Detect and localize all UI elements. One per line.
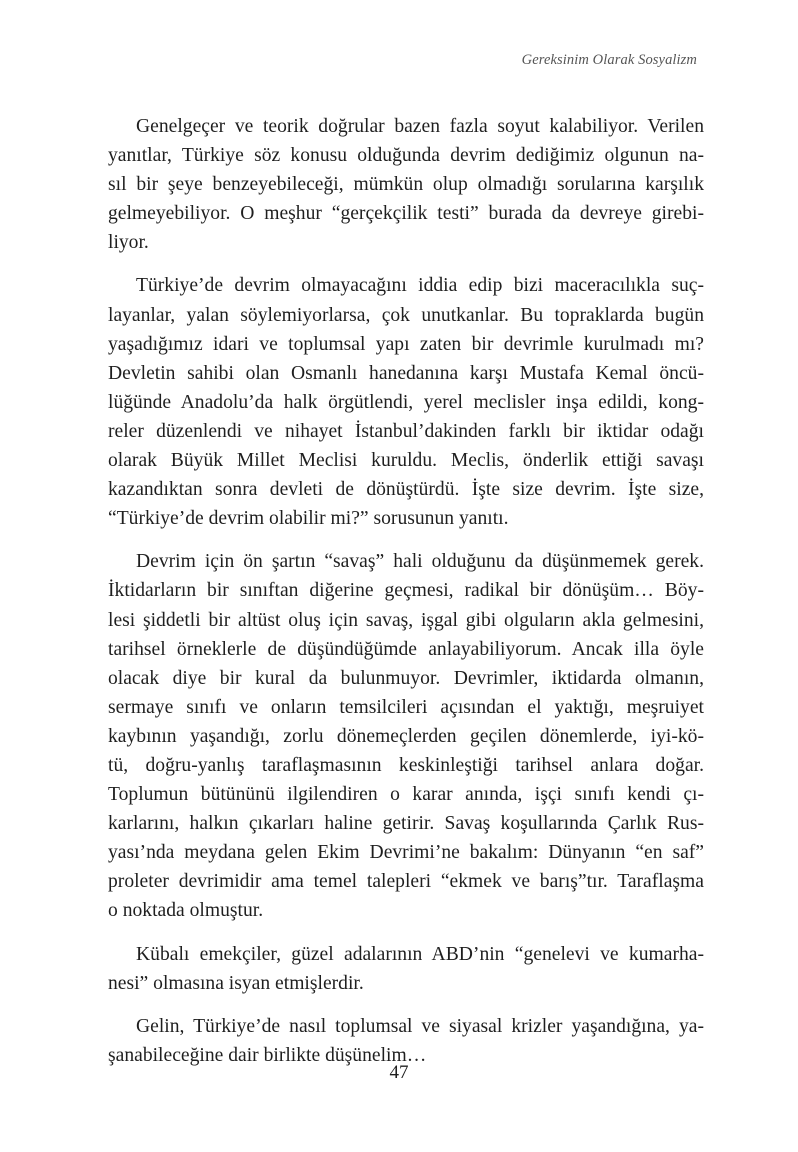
text-line: şanabileceğine dair birlikte düşünelim… <box>108 1044 427 1066</box>
text-line: reler düzenlendi ve nihayet İstanbul’dakinden farklı bir iktidar odağı <box>108 420 704 442</box>
text-line: Genelgeçer ve teorik doğrular bazen fazla soyut kalabiliyor. Verilen <box>136 116 704 137</box>
body-text <box>108 112 704 1084</box>
text-line: Toplumun bütününü ilgilendiren o karar anında, işçi sınıfı kendi çı- <box>108 784 704 806</box>
text-line: nesi” olmasına isyan etmişlerdir. <box>108 972 364 994</box>
paragraph <box>108 271 704 533</box>
text-line: olacak diye bir kural da bulunmuyor. Devrimler, iktidarda olmanın, <box>108 667 704 689</box>
paragraph <box>108 112 704 257</box>
text-line: o noktada olmuştur. <box>108 900 264 922</box>
text-line: yası’nda meydana gelen Ekim Devrimi’ne bakalım: Dünyanın “en saf” <box>108 842 704 864</box>
text-line: tü, doğru-yanlış taraflaşmasının keskinleştiği tarihsel anlara doğar. <box>108 754 704 776</box>
text-line: Devletin sahibi olan Osmanlı hanedanına karşı Mustafa Kemal öncü- <box>108 362 704 384</box>
text-line: kazandıktan sonra devleti de dönüştürdü. İşte size devrim. İşte size, <box>108 479 704 501</box>
text-line: lesi şiddetli bir altüst oluş için savaş, işgal gibi olguların akla gelmesini, <box>108 609 704 631</box>
text-line: olarak Büyük Millet Meclisi kuruldu. Meclis, önderlik ettiği savaşı <box>108 450 704 472</box>
text-line: Gelin, Türkiye’de nasıl toplumsal ve siyasal krizler yaşandığına, ya- <box>136 1015 704 1037</box>
text-line: tarihsel örneklerle de düşündüğümde anlayabiliyorum. Ancak illa öyle <box>108 638 704 660</box>
text-line: kaybının yaşandığı, zorlu dönemeçlerden geçilen dönemlerde, iyi-kö- <box>108 725 704 747</box>
text-line: İktidarların bir sınıftan diğerine geçmesi, radikal bir dönüşüm… Böy- <box>108 580 704 602</box>
paragraph <box>108 940 704 998</box>
text-line: layanlar, yalan söylemiyorlarsa, çok unutkanlar. Bu topraklarda bugün <box>108 304 704 326</box>
page-number: 47 <box>389 1062 409 1083</box>
text-line: Kübalı emekçiler, güzel adalarının ABD’nin “genelevi ve kumarha- <box>136 943 704 965</box>
text-line: “Türkiye’de devrim olabilir mi?” sorusunun yanıtı. <box>108 508 509 530</box>
text-line: yaşadığımız idari ve toplumsal yapı zaten bir devrimle kurulmadı mı? <box>108 333 704 355</box>
text-line: sermaye sınıfı ve onların temsilcileri açısından el yaktığı, meşruiyet <box>108 696 704 718</box>
text-line: karlarını, halkın çıkarları haline getirir. Savaş koşullarında Çarlık Rus- <box>108 813 704 835</box>
running-header: Gereksinim Olarak Sosyalizm <box>521 52 697 68</box>
text-line: liyor. <box>108 232 149 254</box>
text-line: Devrim için ön şartın “savaş” hali olduğunu da düşünmemek gerek. <box>136 551 704 573</box>
text-line: Türkiye’de devrim olmayacağını iddia edip bizi maceracılıkla suç- <box>136 275 704 297</box>
text-line: proleter devrimidir ama temel talepleri “ekmek ve barış”tır. Taraflaşma <box>108 871 704 893</box>
paragraph <box>108 547 704 925</box>
text-line: yanıtlar, Türkiye söz konusu olduğunda devrim dediğimiz olgunun na- <box>108 145 704 167</box>
text-line: sıl bir şeye benzeyebileceği, mümkün olup olmadığı sorularına karşılık <box>108 174 704 196</box>
text-line: gelmeyebiliyor. O meşhur “gerçekçilik testi” burada da devreye girebi- <box>108 203 704 225</box>
text-line: lüğünde Anadolu’da halk örgütlendi, yerel meclisler inşa edildi, kong- <box>108 391 704 413</box>
